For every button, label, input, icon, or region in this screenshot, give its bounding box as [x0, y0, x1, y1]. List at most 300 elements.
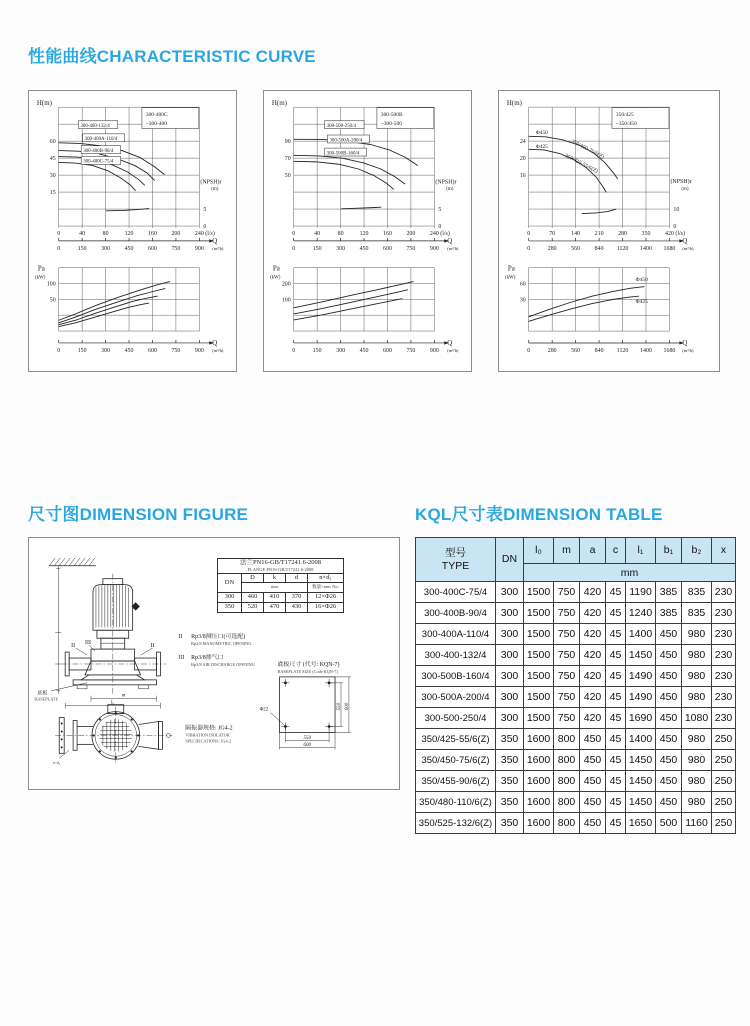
- table-cell: 45: [606, 666, 626, 687]
- x3-tick-label: 0: [292, 347, 296, 354]
- table-cell: 300-500B-160/4: [416, 666, 496, 687]
- x3-tick-label: 0: [57, 347, 61, 354]
- head-tick-label: 60: [49, 139, 56, 146]
- x1-tick-label: 120: [124, 230, 134, 237]
- x2-tick-label: 750: [171, 245, 181, 252]
- x1-tick-label: 200: [171, 230, 181, 237]
- table-cell: 230: [712, 603, 736, 624]
- ceiling-hatch: [49, 558, 96, 566]
- table-row: [416, 813, 736, 834]
- curve-label: 350/425-55/6(Z): [563, 152, 599, 175]
- x3-tick-label: 840: [594, 347, 604, 354]
- x1-tick-label: 40: [314, 230, 321, 237]
- power-curve-label: Φ450: [635, 276, 648, 283]
- table-row: [218, 603, 344, 613]
- x3-tick-label: 560: [571, 347, 581, 354]
- table-cell: 1500: [524, 603, 554, 624]
- table-cell: 300-400C-75/4: [416, 582, 496, 603]
- baseplate-label-en: BASEPLATE: [34, 696, 59, 702]
- power-tick-label: 100: [281, 297, 291, 304]
- power-curve-label: Φ425: [635, 299, 648, 306]
- table-cell: 450: [656, 687, 682, 708]
- nd-label: n-d₁: [53, 760, 61, 766]
- table-cell: 1400: [626, 729, 656, 750]
- npsh-axis-unit: (m): [446, 187, 454, 193]
- table-cell: 1450: [626, 750, 656, 771]
- table-cell: 350: [496, 792, 524, 813]
- x3-tick-label: 150: [312, 347, 322, 354]
- table-cell: 500: [656, 813, 682, 834]
- header-a: a: [580, 538, 606, 564]
- head-tick-label: 45: [49, 156, 56, 163]
- table-cell: 370: [286, 593, 308, 603]
- isolator-note-en1: VIBRATION ISOLATOR: [185, 732, 230, 738]
- table-cell: 45: [606, 750, 626, 771]
- table-cell: 45: [606, 687, 626, 708]
- table-cell: 300-400B-90/4: [416, 603, 496, 624]
- power-tick-label: 30: [519, 297, 526, 304]
- table-cell: 230: [712, 666, 736, 687]
- table-cell: 1500: [524, 666, 554, 687]
- x3-tick-label: 1400: [640, 347, 652, 354]
- table-row: [416, 750, 736, 771]
- corner-box-line1: 300-400C: [145, 112, 168, 119]
- power-curve: [294, 282, 414, 308]
- chart-panel-300-400: [28, 90, 237, 372]
- table-cell: 450: [656, 771, 682, 792]
- table-cell: 1240: [626, 603, 656, 624]
- x3-tick-label: 900: [429, 347, 439, 354]
- table-cell: 420: [580, 687, 606, 708]
- flange-table-title: 法兰PN16-GB/T17241.6-2008: [239, 559, 322, 566]
- table-cell: 1600: [524, 771, 554, 792]
- annotation-II-zh: Rp3/8测压口(可选配): [191, 634, 246, 641]
- header-l0: l₀: [524, 538, 554, 564]
- table-cell: 800: [554, 813, 580, 834]
- x2-tick-label: 1400: [640, 245, 652, 252]
- table-cell: 450: [580, 792, 606, 813]
- x2-tick-label: 840: [594, 245, 604, 252]
- x1-tick-label: 350: [641, 230, 651, 237]
- table-cell: 980: [682, 771, 712, 792]
- x3-tick-label: 150: [77, 347, 87, 354]
- bp-dim-600-vertical: 600: [344, 702, 350, 711]
- section-title-dimension-table: KQL尺寸表DIMENSION TABLE: [415, 505, 663, 524]
- curve-label: 350/450-75/6(Z): [570, 138, 606, 161]
- x2-tick-label: 0: [527, 245, 531, 252]
- table-cell: 1600: [524, 792, 554, 813]
- table-cell: 45: [606, 624, 626, 645]
- table-cell: 420: [580, 645, 606, 666]
- annotation-II-num: II: [178, 634, 183, 641]
- flange-table: [217, 558, 344, 613]
- x2-tick-label: 900: [429, 245, 439, 252]
- head-axis-label: H(m): [506, 100, 522, 108]
- characteristic-chart-350: [499, 91, 719, 371]
- x3-tick-label: 300: [101, 347, 111, 354]
- table-cell: 460: [242, 593, 264, 603]
- x1-tick-label: 200: [406, 230, 416, 237]
- table-cell: 1650: [626, 813, 656, 834]
- table-cell: 45: [606, 813, 626, 834]
- power-curve: [529, 296, 639, 321]
- table-cell: 450: [656, 792, 682, 813]
- pump-bottom-view: [55, 705, 172, 765]
- head-tick-label: 50: [284, 173, 291, 180]
- table-cell: 45: [606, 645, 626, 666]
- power-curve: [294, 299, 402, 320]
- table-cell: 800: [554, 729, 580, 750]
- table-cell: 450: [656, 729, 682, 750]
- head-tick-label: 15: [49, 190, 56, 197]
- table-cell: 410: [264, 593, 286, 603]
- table-cell: 980: [682, 729, 712, 750]
- table-cell: 45: [606, 708, 626, 729]
- table-cell: 45: [606, 582, 626, 603]
- q-label: Q: [447, 339, 453, 347]
- x3-tick-label: 300: [336, 347, 346, 354]
- head-axis-label: H(m): [36, 100, 52, 108]
- power-axis-unit: (kW): [34, 275, 46, 281]
- q-unit: (m³/h): [447, 347, 459, 353]
- power-curve: [294, 290, 408, 314]
- isolator-note-en2: SPECIFICATIONS: JG4-2: [185, 738, 232, 744]
- table-cell: 750: [554, 624, 580, 645]
- power-curve: [59, 282, 170, 321]
- table-cell: 450: [656, 666, 682, 687]
- head-tick-label: 30: [49, 173, 56, 180]
- x2-tick-label: 560: [571, 245, 581, 252]
- corner-box-line1: 300-500B: [380, 112, 403, 119]
- table-cell: 800: [554, 792, 580, 813]
- table-cell: 450: [656, 750, 682, 771]
- characteristic-chart-300-500: [264, 91, 471, 371]
- table-cell: 1490: [626, 687, 656, 708]
- curve-label: 300-400-132/4: [80, 124, 110, 130]
- flange-col-nxd1: n×d₁: [308, 573, 344, 583]
- table-cell: 1190: [626, 582, 656, 603]
- table-row: [416, 645, 736, 666]
- header-m: m: [554, 538, 580, 564]
- curve-label: 300-500B-160/4: [326, 151, 360, 157]
- table-cell: 1600: [524, 729, 554, 750]
- table-cell: 385: [656, 603, 682, 624]
- flange-unit-qty: 数量×mm: [312, 584, 331, 590]
- header-dn: DN: [496, 538, 524, 582]
- x3-tick-label: 450: [359, 347, 369, 354]
- table-cell: 300: [496, 582, 524, 603]
- table-cell: 1600: [524, 750, 554, 771]
- power-axis-unit: (kW): [269, 275, 281, 281]
- x1-unit: (l/s): [675, 230, 685, 237]
- x2-tick-label: 750: [406, 245, 416, 252]
- baseplate-label-zh: 底板: [37, 691, 48, 697]
- curve-label: 300-400C-75/4: [83, 159, 114, 165]
- flange-unit-no: No.: [332, 584, 339, 590]
- table-cell: 450: [580, 750, 606, 771]
- head-tick-label: 70: [284, 156, 291, 163]
- table-cell: 835: [682, 603, 712, 624]
- table-cell: 750: [554, 666, 580, 687]
- table-cell: 450: [580, 771, 606, 792]
- flange-table-subtitle: FLANGE PN16-GB/T17241.6-2008: [247, 566, 314, 572]
- x2-tick-label: 280: [547, 245, 557, 252]
- port-mark-III: III: [85, 640, 91, 647]
- head-tick-label: 16: [519, 173, 526, 180]
- x1-tick-label: 160: [383, 230, 392, 237]
- power-tick-label: 50: [49, 297, 56, 304]
- power-tick-label: 200: [281, 281, 291, 288]
- flange-col-k: k: [264, 573, 286, 583]
- table-cell: 300-500-250/4: [416, 708, 496, 729]
- power-curve: [59, 296, 157, 325]
- table-cell: 1500: [524, 645, 554, 666]
- table-cell: 350/455-90/6(Z): [416, 771, 496, 792]
- table-cell: 430: [286, 603, 308, 613]
- table-cell: 750: [554, 687, 580, 708]
- table-cell: 1690: [626, 708, 656, 729]
- x3-tick-label: 1680: [663, 347, 676, 354]
- x1-tick-label: 240: [194, 230, 204, 237]
- table-cell: 300: [496, 603, 524, 624]
- flange-unit-mm: mm: [242, 583, 308, 593]
- bp-hole-label: Φ22: [259, 707, 269, 713]
- q-unit: (m³/h): [682, 347, 694, 353]
- head-curve: [59, 148, 155, 181]
- npsh-tick-label: 0: [673, 224, 677, 231]
- table-cell: 1080: [682, 708, 712, 729]
- table-cell: 980: [682, 624, 712, 645]
- table-cell: 1500: [524, 582, 554, 603]
- table-cell: 45: [606, 771, 626, 792]
- chart-panel-300-500: [263, 90, 472, 372]
- bp-dim-550-horizontal: 550: [303, 735, 311, 741]
- table-cell: 12×Φ26: [308, 593, 344, 603]
- table-cell: 45: [606, 729, 626, 750]
- motor: [93, 579, 140, 631]
- table-cell: 300-400A-110/4: [416, 624, 496, 645]
- table-cell: 350: [496, 813, 524, 834]
- table-cell: 520: [242, 603, 264, 613]
- corner-box-line2: ~300-400: [145, 121, 167, 128]
- x1-tick-label: 70: [549, 230, 556, 237]
- characteristic-chart-300-400: [29, 91, 236, 371]
- flange-table-body: [218, 593, 344, 613]
- bp-dim-550-vertical: 550: [336, 702, 342, 711]
- header-type-zh: 型号: [445, 547, 466, 560]
- table-cell: 250: [712, 813, 736, 834]
- npsh-axis-label: (NPSH)r: [670, 179, 692, 186]
- header-type: [416, 538, 496, 582]
- dimension-table: [415, 537, 736, 834]
- table-cell: 45: [606, 603, 626, 624]
- table-cell: 350/480-110/6(Z): [416, 792, 496, 813]
- npsh-axis-label: (NPSH)r: [200, 179, 222, 186]
- x2-tick-label: 0: [292, 245, 296, 252]
- table-cell: 980: [682, 750, 712, 771]
- table-row: [416, 666, 736, 687]
- x3-tick-label: 280: [547, 347, 557, 354]
- table-cell: 750: [554, 708, 580, 729]
- table-row: [416, 771, 736, 792]
- table-cell: 750: [554, 645, 580, 666]
- table-cell: 350/525-132/6(Z): [416, 813, 496, 834]
- curve-label: 300-500A-200/4: [329, 138, 363, 144]
- x1-tick-label: 80: [102, 230, 109, 237]
- x3-tick-label: 600: [383, 347, 392, 354]
- table-cell: 800: [554, 771, 580, 792]
- q-label: Q: [447, 237, 453, 245]
- head-tick-label: 90: [284, 139, 291, 146]
- x2-tick-label: 0: [57, 245, 61, 252]
- head-tick-label: 24: [519, 139, 526, 146]
- q-label: Q: [212, 237, 218, 245]
- baseplate-size-title-en: BASEPLATE SIZE (Code KQN-7): [277, 668, 338, 674]
- x1-tick-label: 210: [594, 230, 604, 237]
- q-label: Q: [682, 339, 688, 347]
- annotation-III-zh: Rp3/8排气口: [191, 655, 224, 662]
- chart-panel-350: [498, 90, 720, 372]
- table-cell: 300: [496, 624, 524, 645]
- curve-label: Φ450: [535, 129, 548, 136]
- x2-tick-label: 1680: [663, 245, 676, 252]
- section-title-characteristic-curve: 性能曲线CHARACTERISTIC CURVE: [28, 47, 316, 66]
- npsh-axis-unit: (m): [211, 187, 219, 193]
- table-cell: 230: [712, 582, 736, 603]
- table-cell: 350/425-55/6(Z): [416, 729, 496, 750]
- table-row: [218, 593, 344, 603]
- x1-tick-label: 120: [359, 230, 369, 237]
- power-tick-label: 60: [519, 281, 526, 288]
- x1-tick-label: 140: [571, 230, 581, 237]
- head-axis-label: H(m): [271, 100, 287, 108]
- power-axis-label: Pa: [37, 265, 45, 273]
- x1-unit: (l/s): [440, 230, 450, 237]
- table-cell: 1500: [524, 687, 554, 708]
- table-cell: 420: [580, 666, 606, 687]
- x3-tick-label: 450: [124, 347, 134, 354]
- table-cell: 980: [682, 645, 712, 666]
- x1-tick-label: 420: [664, 230, 674, 237]
- table-cell: 1490: [626, 666, 656, 687]
- x1-tick-label: 240: [429, 230, 439, 237]
- x2-tick-label: 900: [194, 245, 204, 252]
- power-curve: [529, 287, 644, 317]
- isolator-note-zh: 隔振器规格: JG4-2: [185, 725, 233, 732]
- table-cell: 980: [682, 687, 712, 708]
- x1-tick-label: 40: [79, 230, 86, 237]
- npsh-axis-unit: (m): [681, 187, 689, 193]
- table-row: [416, 708, 736, 729]
- curve-label: 300-400B-90/4: [83, 148, 114, 154]
- table-cell: 1450: [626, 771, 656, 792]
- table-cell: 1500: [524, 624, 554, 645]
- bp-dim-600-horizontal: 600: [303, 742, 311, 748]
- header-b1: b₁: [656, 538, 682, 564]
- table-cell: 250: [712, 729, 736, 750]
- annotation-II-en: Rp3/8 MANOMETRIC OPENING: [191, 641, 252, 647]
- table-row: [416, 687, 736, 708]
- x1-tick-label: 0: [527, 230, 531, 237]
- table-cell: 300-500A-200/4: [416, 687, 496, 708]
- corner-box-line2: ~350/450: [615, 120, 637, 127]
- section-title-dimension-figure: 尺寸图DIMENSION FIGURE: [28, 505, 249, 524]
- npsh-axis-label: (NPSH)r: [435, 179, 457, 186]
- table-cell: 980: [682, 666, 712, 687]
- power-axis-label: Pa: [507, 265, 515, 273]
- table-cell: 1450: [626, 645, 656, 666]
- annotation-III-en: Rp3/8 AIR DISCHARGE OPENING: [191, 661, 255, 667]
- table-row: [416, 603, 736, 624]
- table-cell: 350: [496, 771, 524, 792]
- table-cell: 450: [580, 729, 606, 750]
- power-curve: [59, 289, 165, 323]
- table-cell: 835: [682, 582, 712, 603]
- table-cell: 230: [712, 708, 736, 729]
- x2-tick-label: 1120: [616, 245, 629, 252]
- table-cell: 1160: [682, 813, 712, 834]
- baseplate-side: [73, 680, 156, 685]
- table-cell: 230: [712, 645, 736, 666]
- power-axis-label: Pa: [272, 265, 280, 273]
- x3-tick-label: 750: [171, 347, 181, 354]
- baseplate-size-title-zh: 底板尺寸 (代号: KQN-7): [277, 661, 340, 668]
- table-cell: 230: [712, 624, 736, 645]
- dimension-table-body: [416, 582, 736, 834]
- table-cell: 750: [554, 582, 580, 603]
- table-cell: 350/450-75/6(Z): [416, 750, 496, 771]
- dim-label-m: m: [121, 693, 126, 699]
- table-cell: 300: [496, 645, 524, 666]
- dimension-figure: [28, 537, 400, 790]
- table-cell: 1450: [626, 792, 656, 813]
- npsh-curve: [342, 207, 381, 209]
- head-curve: [294, 155, 405, 184]
- table-cell: 420: [580, 603, 606, 624]
- curve-label: 300-500-250/4: [326, 124, 356, 130]
- q-label: Q: [682, 237, 688, 245]
- x3-tick-label: 600: [148, 347, 157, 354]
- header-l1: l₁: [626, 538, 656, 564]
- x1-tick-label: 280: [618, 230, 627, 237]
- table-cell: 250: [712, 792, 736, 813]
- table-cell: 350: [496, 750, 524, 771]
- port-mark-II-left: II: [71, 643, 76, 650]
- anchor-bolts: [281, 679, 333, 731]
- table-cell: 750: [554, 603, 580, 624]
- table-cell: 300-400-132/4: [416, 645, 496, 666]
- x2-tick-label: 450: [124, 245, 134, 252]
- npsh-tick-label: 5: [203, 207, 207, 214]
- curve-label: 300-400A-110/4: [84, 137, 118, 143]
- x1-tick-label: 160: [148, 230, 157, 237]
- table-cell: 450: [656, 708, 682, 729]
- x2-tick-label: 600: [148, 245, 157, 252]
- q-unit: (m³/h): [682, 245, 694, 251]
- corner-box-line2: ~300-500: [380, 121, 402, 128]
- table-cell: 45: [606, 792, 626, 813]
- x1-tick-label: 80: [337, 230, 344, 237]
- table-cell: 420: [580, 582, 606, 603]
- head-tick-label: 20: [519, 156, 526, 163]
- table-row: [416, 582, 736, 603]
- table-cell: 300: [496, 687, 524, 708]
- q-unit: (m³/h): [212, 245, 224, 251]
- table-cell: 800: [554, 750, 580, 771]
- npsh-tick-label: 0: [438, 224, 442, 231]
- npsh-tick-label: 0: [203, 224, 207, 231]
- table-cell: 300: [496, 708, 524, 729]
